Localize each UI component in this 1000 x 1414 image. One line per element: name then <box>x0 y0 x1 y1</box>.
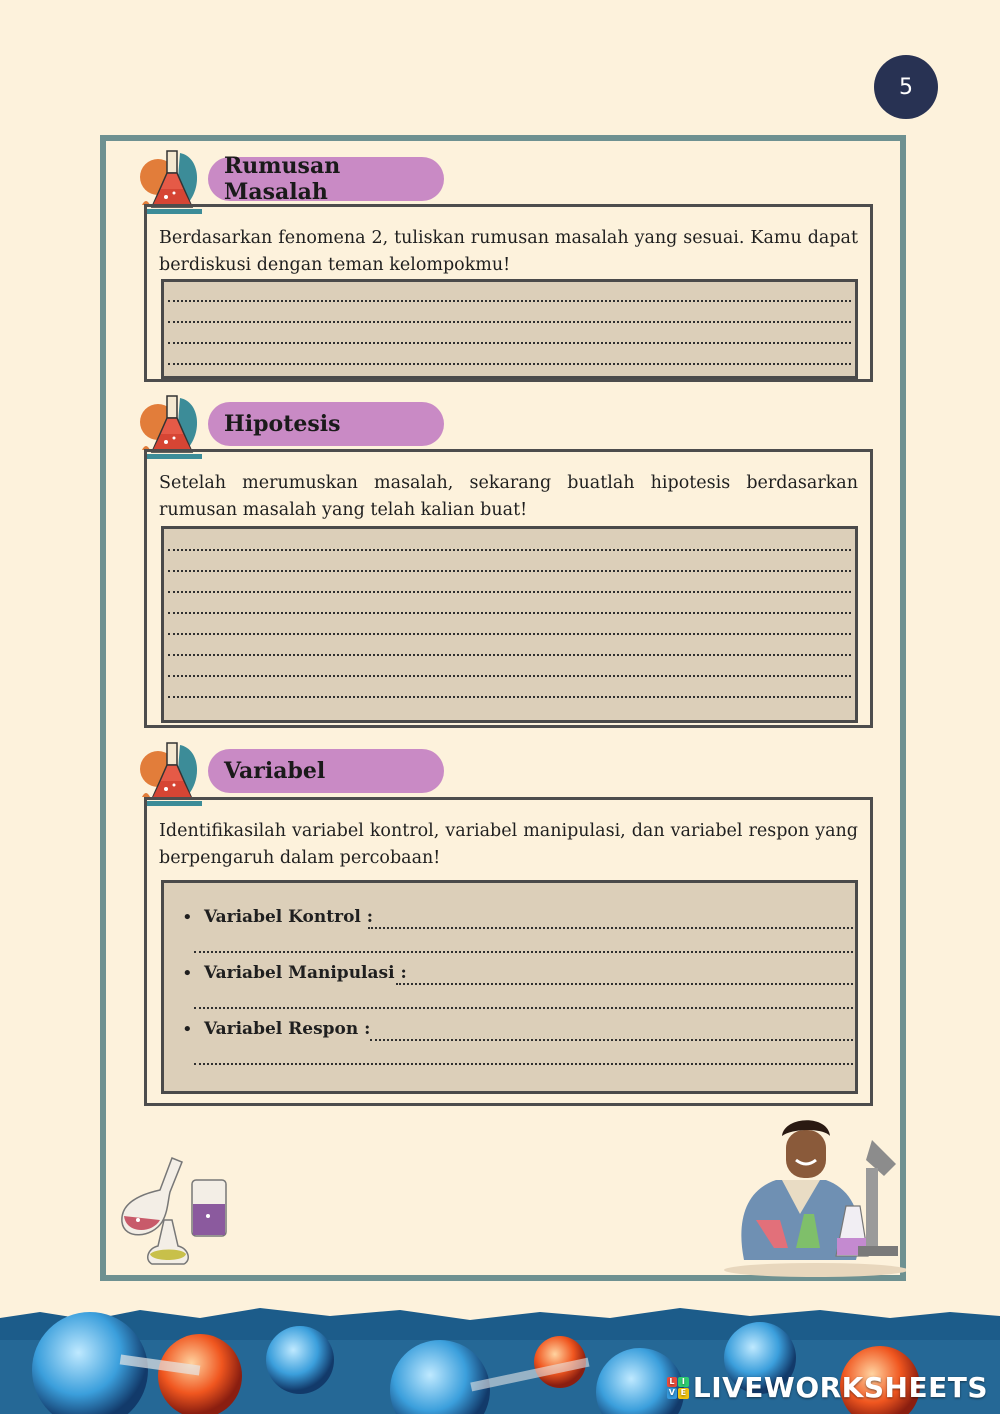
variabel-answer-panel <box>161 880 858 1094</box>
variabel-kontrol-label: Variabel Kontrol : <box>204 907 374 927</box>
hipotesis-box <box>144 449 873 728</box>
hipotesis-prompt: Setelah merumuskan masalah, sekarang buatlah hipotesis berdasarkan rumusan masalah yang telah kalian buat! <box>159 473 858 520</box>
liveworksheets-brand <box>667 1371 988 1404</box>
page-number-badge: 5 <box>874 55 938 119</box>
variabel-respon-field[interactable] <box>370 1039 853 1041</box>
hipotesis-answer-field[interactable] <box>161 526 858 723</box>
bullet: • <box>182 1019 193 1040</box>
liveworksheets-logo-icon: L I V E <box>667 1377 689 1399</box>
variabel-respon-label: Variabel Respon : <box>204 1019 371 1039</box>
liveworksheets-text: LIVEWORKSHEETS <box>692 1371 988 1404</box>
variabel-kontrol-field[interactable] <box>368 927 853 929</box>
bullet: • <box>182 963 193 984</box>
variabel-respon-field-line2[interactable] <box>194 1063 853 1065</box>
variabel-respon-item <box>182 1017 855 1047</box>
rumusan-answer-field[interactable] <box>161 279 858 379</box>
variabel-manipulasi-label: Variabel Manipulasi : <box>204 963 407 983</box>
rumusan-prompt: Berdasarkan fenomena 2, tuliskan rumusan masalah yang sesuai. Kamu dapat berdiskusi dengan teman kelompokmu! <box>159 228 858 275</box>
scientist-illustration <box>716 1110 906 1278</box>
variabel-box <box>144 797 873 1106</box>
variabel-kontrol-field-line2[interactable] <box>194 951 853 953</box>
variabel-manipulasi-field[interactable] <box>396 983 853 985</box>
bullet: • <box>182 907 193 928</box>
rumusan-box <box>144 204 873 382</box>
variabel-kontrol-item <box>182 905 855 935</box>
section-title-rumusan: Rumusan Masalah <box>208 157 444 201</box>
glassware-illustration <box>112 1150 242 1270</box>
section-title-variabel: Variabel <box>208 749 444 793</box>
variabel-manipulasi-item <box>182 961 855 991</box>
section-title-hipotesis: Hipotesis <box>208 402 444 446</box>
variabel-manipulasi-field-line2[interactable] <box>194 1007 853 1009</box>
variabel-prompt: Identifikasilah variabel kontrol, variabel manipulasi, dan variabel respon yang berpengaruh dalam percobaan! <box>159 821 858 868</box>
